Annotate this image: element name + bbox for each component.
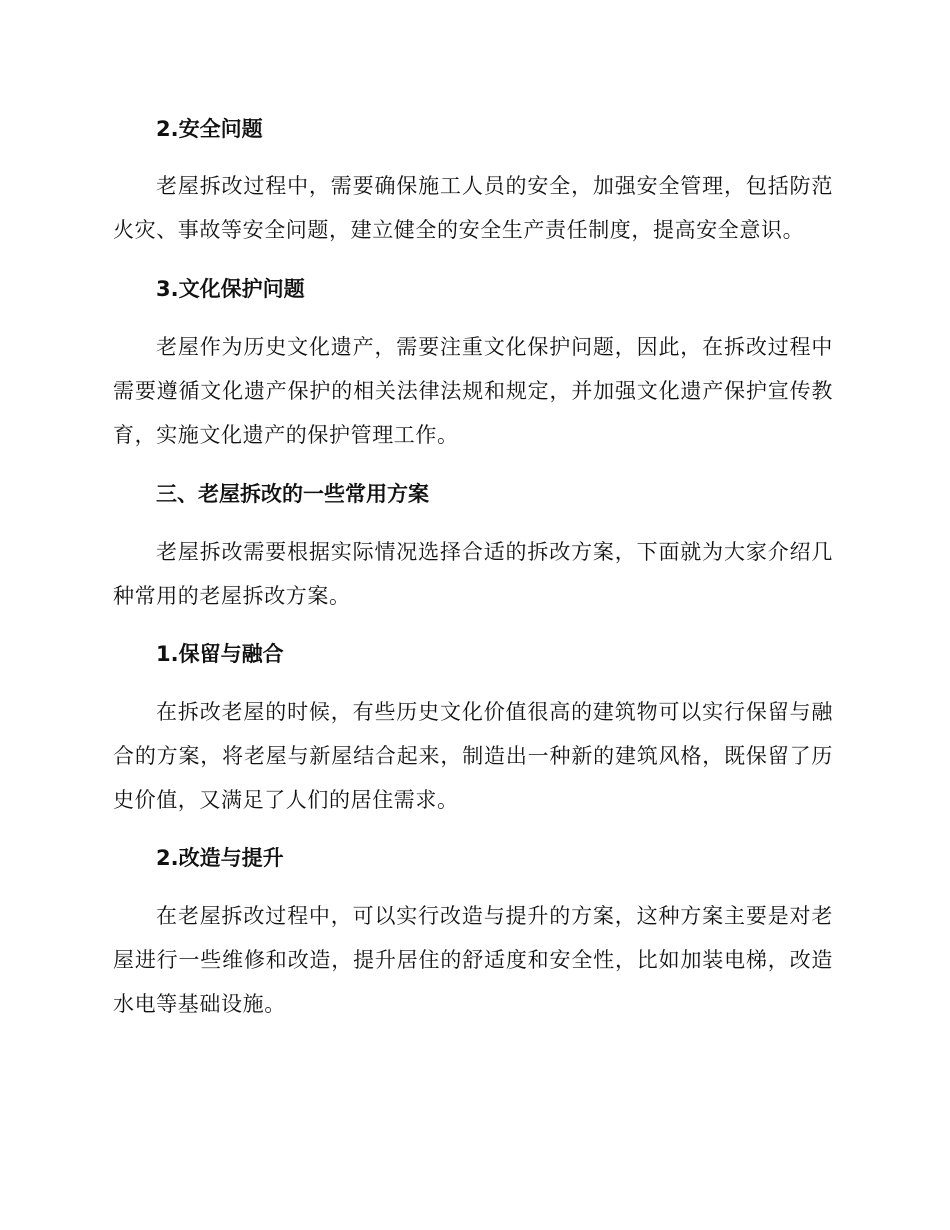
- paragraph-common-plans: 老屋拆改需要根据实际情况选择合适的拆改方案，下面就为大家介绍几种常用的老屋拆改方案。: [113, 540, 833, 608]
- paragraph-renovate-and-upgrade: 在老屋拆改过程中，可以实行改造与提升的方案，这种方案主要是对老屋进行一些维修和改造，提升居住的舒适度和安全性，比如加装电梯，改造水电等基础设施。: [113, 904, 833, 1016]
- paragraph-retain-and-merge: 在拆改老屋的时候，有些历史文化价值很高的建筑物可以实行保留与融合的方案，将老屋与新屋结合起来，制造出一种新的建筑风格，既保留了历史价值，又满足了人们的居住需求。: [113, 700, 833, 812]
- paragraph-safety-issues: 老屋拆改过程中，需要确保施工人员的安全，加强安全管理，包括防范火灾、事故等安全问题，建立健全的安全生产责任制度，提高安全意识。: [113, 174, 833, 242]
- paragraph-cultural-protection: 老屋作为历史文化遗产，需要注重文化保护问题，因此，在拆改过程中需要遵循文化遗产保护的相关法律法规和规定，并加强文化遗产保护宣传教育，实施文化遗产的保护管理工作。: [113, 335, 833, 447]
- heading-retain-and-merge: 1.保留与融合: [156, 642, 284, 666]
- heading-renovate-and-upgrade: 2.改造与提升: [156, 846, 284, 870]
- heading-common-plans: 三、老屋拆改的一些常用方案: [156, 482, 429, 506]
- heading-safety-issues: 2.安全问题: [156, 117, 263, 141]
- heading-cultural-protection: 3.文化保护问题: [156, 277, 305, 301]
